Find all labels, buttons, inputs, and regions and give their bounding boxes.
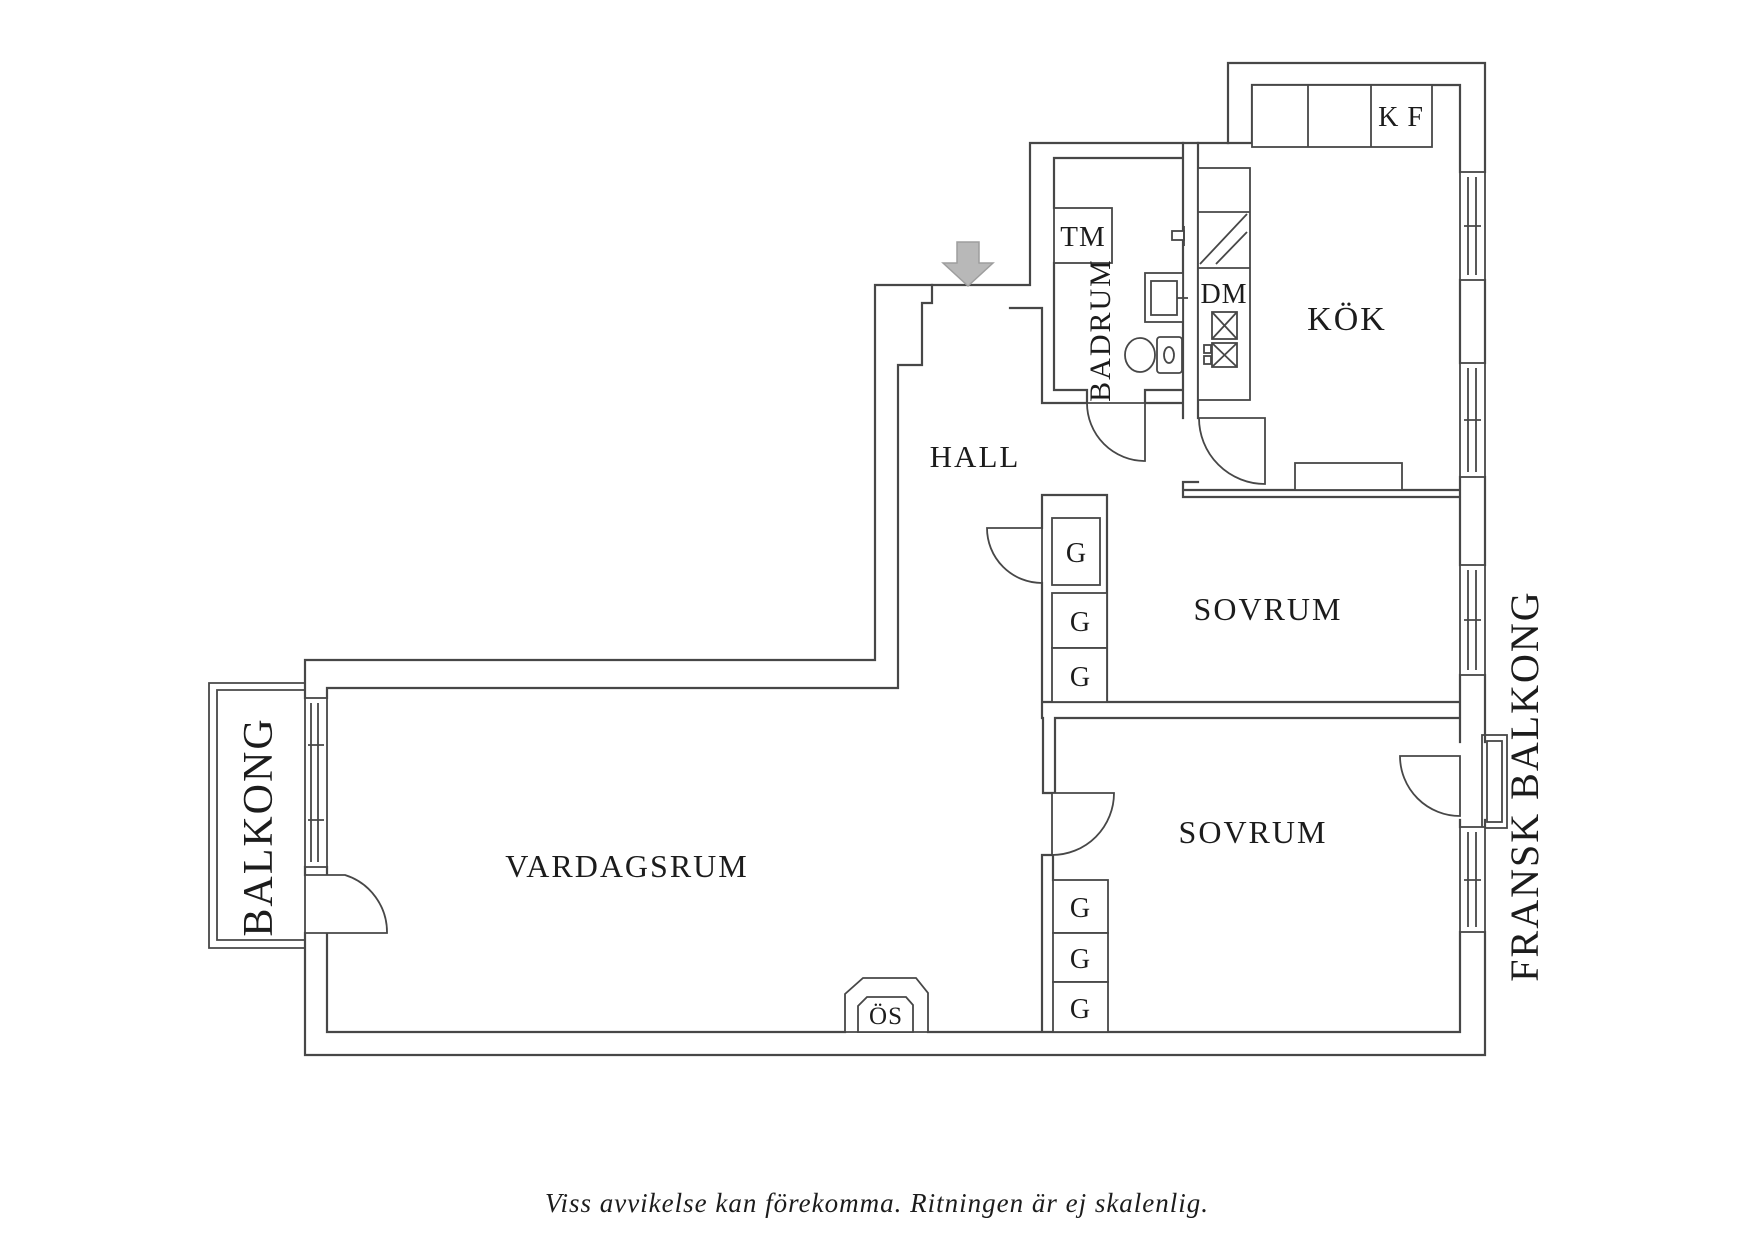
label-fireplace: ÖS — [869, 1003, 903, 1030]
entry-arrow-shape — [943, 242, 993, 286]
caption-text: Viss avvikelse kan förekomma. Ritningen är ej skalenlig. — [544, 1188, 1210, 1218]
window-symbol-kitchen-2 — [1460, 363, 1485, 477]
label-dishwasher: DM — [1200, 279, 1248, 310]
room-label-badrum: BADRUM — [1084, 258, 1117, 402]
door-arc-french-balcony — [1400, 756, 1460, 816]
closet-g-5: G — [1069, 944, 1091, 975]
closet-g-3: G — [1069, 662, 1091, 693]
window-symbol-kitchen-1 — [1460, 172, 1485, 280]
closet-g-6: G — [1069, 994, 1091, 1025]
room-label-hall: HALL — [929, 439, 1021, 474]
label-fridge-freezer: K F — [1378, 102, 1424, 133]
kitchen-bench — [1295, 463, 1402, 490]
room-label-vardagsrum: VARDAGSRUM — [505, 848, 749, 884]
window-symbol-bedroom-upper — [1460, 565, 1485, 675]
door-arc-bathroom — [1087, 403, 1145, 461]
room-label-kok: KÖK — [1307, 301, 1387, 338]
room-label-sovrum-lower: SOVRUM — [1178, 814, 1328, 850]
window-symbol-livingroom — [305, 698, 327, 867]
room-labels — [236, 258, 1547, 982]
exterior-walls — [305, 63, 1485, 1055]
door-arc-hall-closet — [987, 528, 1042, 583]
room-label-balkong: BALKONG — [236, 717, 282, 937]
appliance-labels — [869, 102, 1424, 1030]
label-washing-machine: TM — [1060, 221, 1106, 253]
window-symbol-bedroom-lower — [1460, 827, 1485, 932]
closet-g-1: G — [1065, 538, 1087, 569]
closet-labels — [1066, 538, 1090, 1025]
closet-g-2: G — [1069, 607, 1091, 638]
toilet-symbol — [1125, 337, 1182, 373]
entry-arrow-icon — [943, 242, 993, 286]
door-arc-kitchen — [1199, 418, 1265, 484]
room-label-fransk-balkong: FRANSK BALKONG — [1502, 590, 1547, 982]
interior-walls — [327, 85, 1460, 1032]
room-label-sovrum-upper: SOVRUM — [1193, 591, 1343, 627]
closet-g-4: G — [1069, 893, 1091, 924]
sink-symbol-bathroom — [1145, 273, 1188, 322]
door-arc-balcony — [305, 875, 387, 933]
door-arc-bedroom-lower — [1052, 793, 1114, 855]
